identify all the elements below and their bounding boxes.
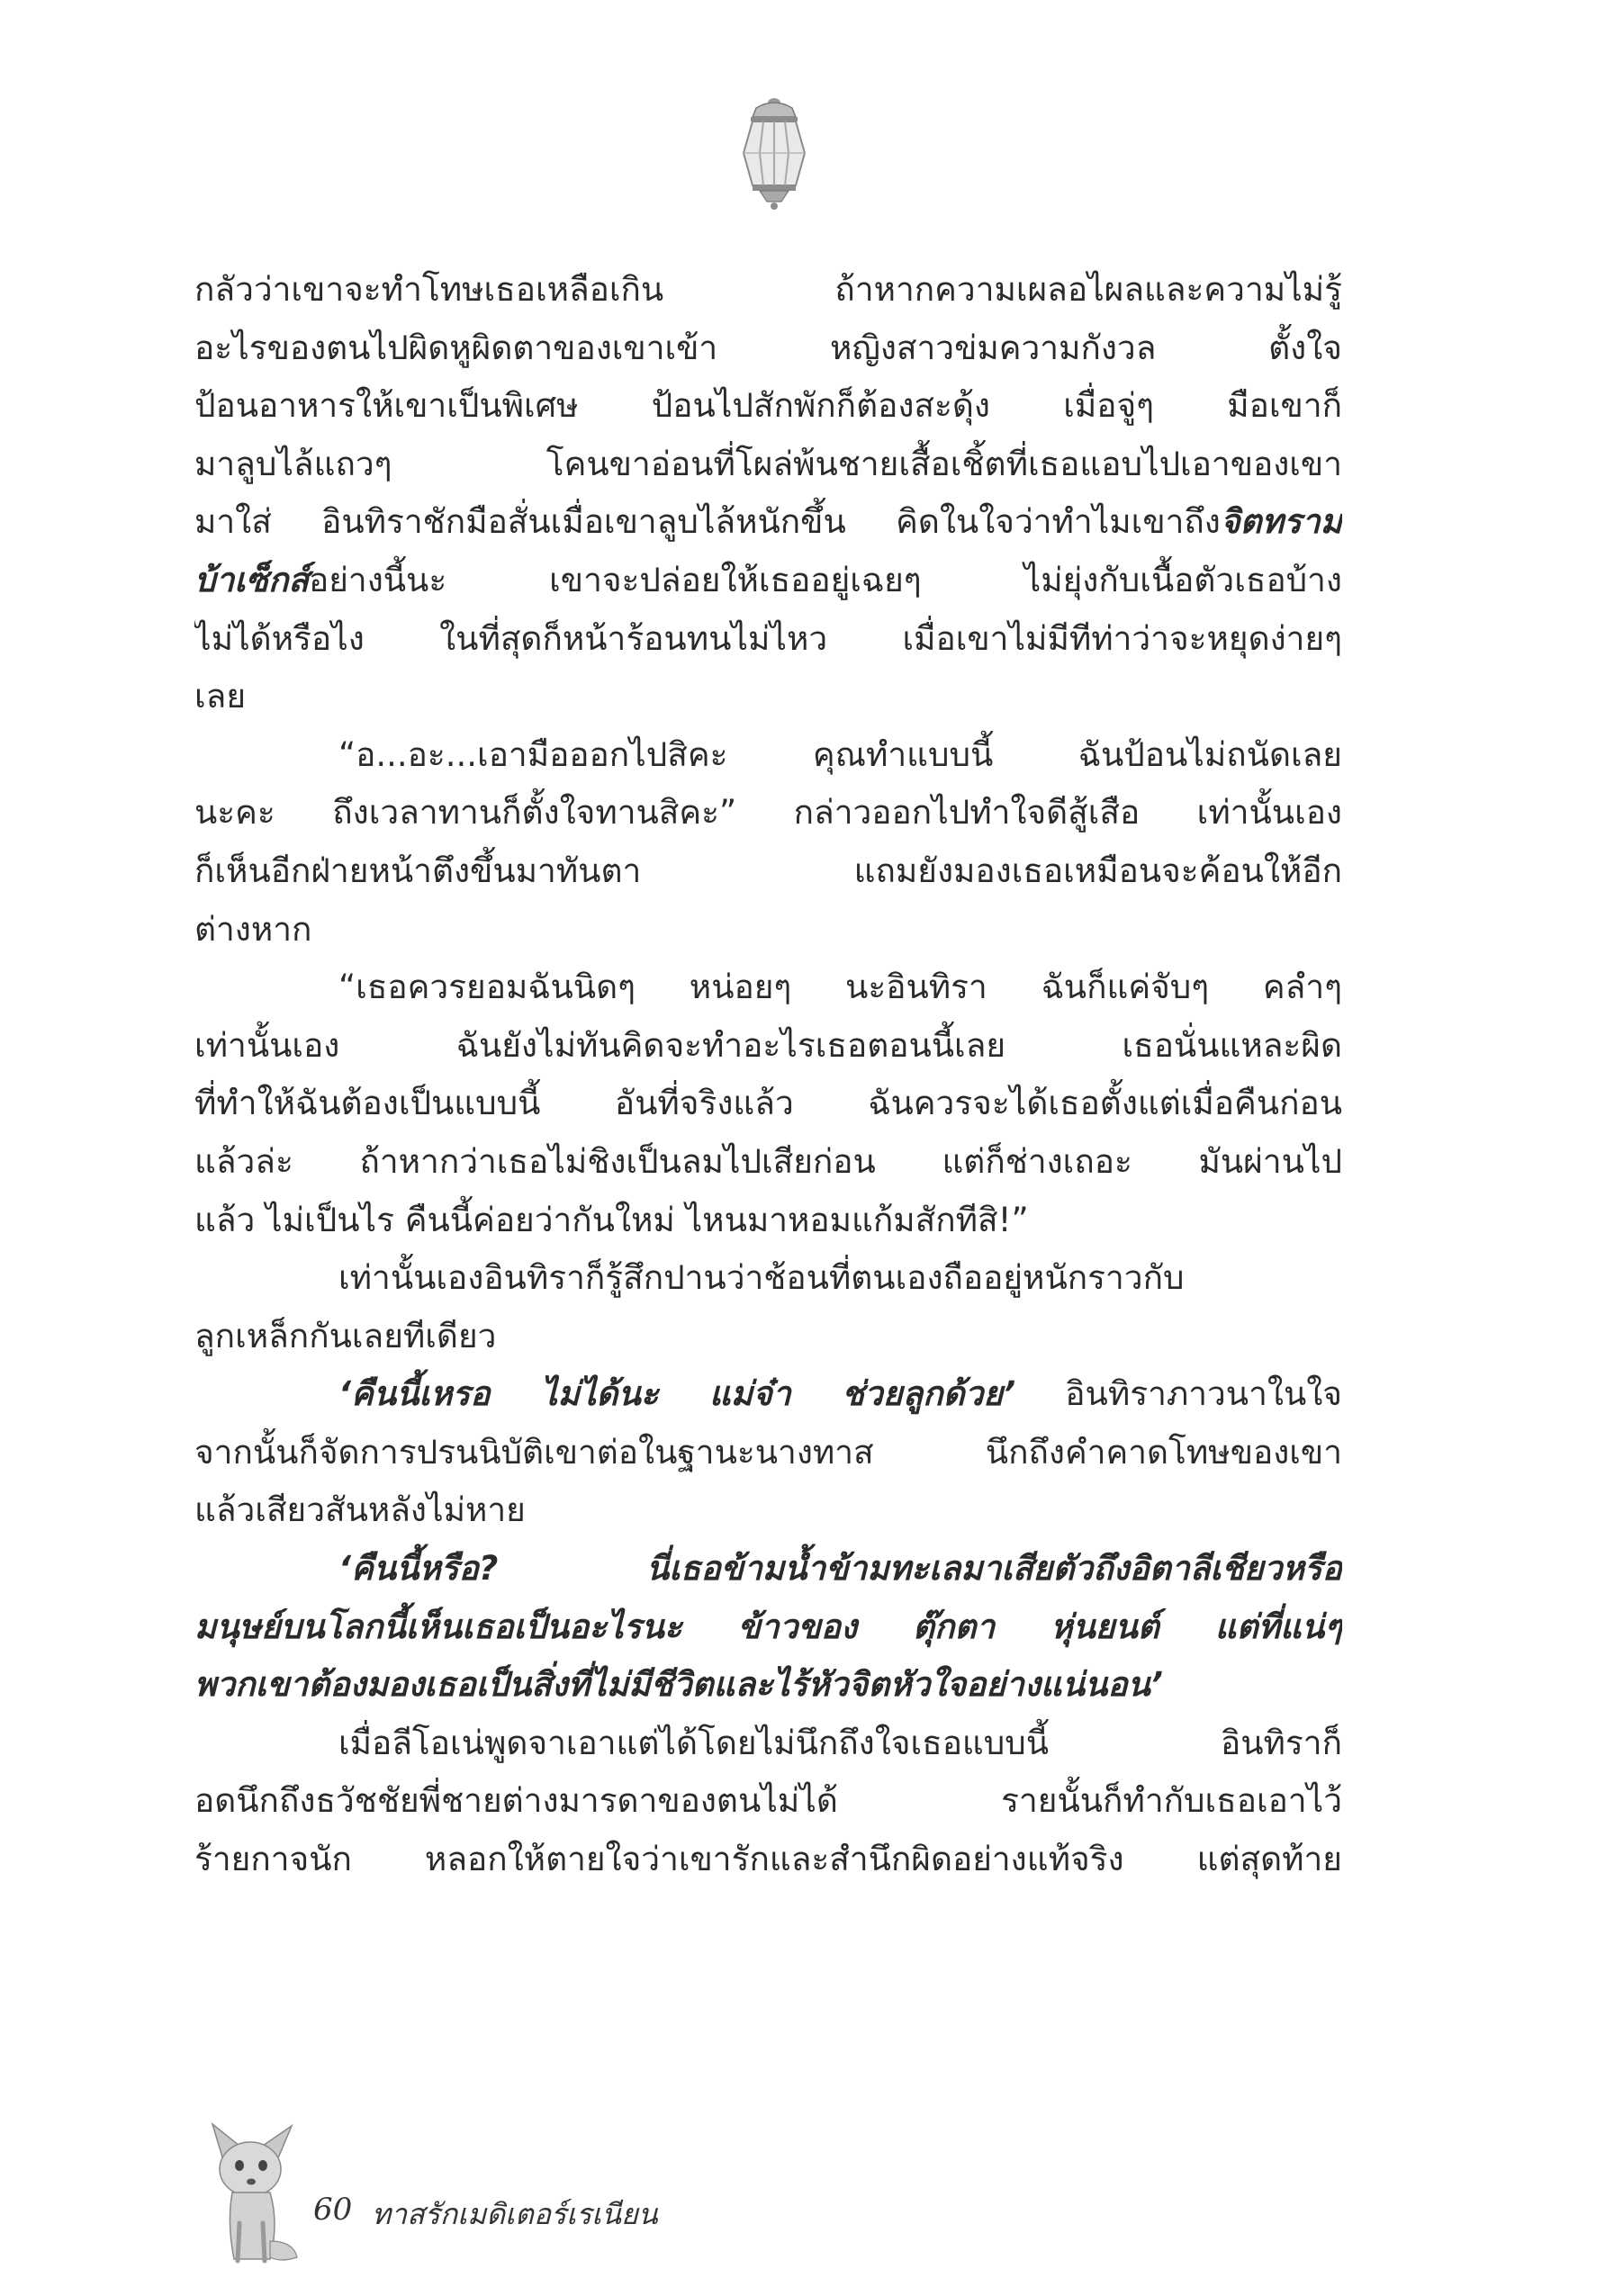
text-run: ร้ายกาจนัก หลอกให้ตายใจว่าเขารักและสำนึกผิดอย่างแท้จริง แต่สุดท้าย (194, 1840, 1342, 1879)
emphasized-text: ‘คืนนี้เหรอ ไม่ได้นะ แม่จ๋า ช่วยลูกด้วย’ (338, 1374, 1016, 1414)
text-run: ต่างหาก (194, 909, 312, 949)
lantern-icon (729, 97, 819, 212)
text-line (194, 959, 1342, 1017)
text-line (194, 1656, 1342, 1715)
text-line (194, 552, 1342, 610)
text-run: จากนั้นก็จัดการปรนนิบัติเขาต่อในฐานะนางทาส นึกถึงคำคาดโทษของเขา (194, 1432, 1342, 1472)
text-run: ป้อนอาหารให้เขาเป็นพิเศษ ป้อนไปสักพักก็ต้องสะดุ้ง เมื่อจู่ๆ มือเขาก็ (194, 386, 1342, 426)
text-line (194, 1017, 1342, 1076)
text-run: นะคะ ถึงเวลาทานก็ตั้งใจทานสิคะ” กล่าวออกไปทำใจดีสู้เสือ เท่านั้นเอง (194, 793, 1342, 833)
text-run: เท่านั้นเอง ฉันยังไม่ทันคิดจะทำอะไรเธอตอนนี้เลย เธอนั่นแหละผิด (194, 1025, 1342, 1065)
text-run: แล้วล่ะ ถ้าหากว่าเธอไม่ชิงเป็นลมไปเสียก่อน แต่ก็ช่างเถอะ มันผ่านไป (194, 1141, 1342, 1181)
text-line (194, 1772, 1342, 1831)
text-line (194, 1133, 1342, 1192)
text-run: ไม่ได้หรือไง ในที่สุดก็หน้าร้อนทนไม่ไหว เมื่อเขาไม่มีทีท่าว่าจะหยุดง่ายๆ (194, 618, 1342, 658)
text-run: ที่ทำให้ฉันต้องเป็นแบบนี้ อันที่จริงแล้ว ฉันควรจะได้เธอตั้งแต่เมื่อคืนก่อน (194, 1084, 1342, 1123)
text-run: “อ...อะ...เอามือออกไปสิคะ คุณทำแบบนี้ ฉันป้อนไม่ถนัดเลย (338, 734, 1342, 774)
text-line (194, 1540, 1342, 1598)
body-text (194, 261, 1342, 1889)
emphasized-text: จิตทราม (1220, 502, 1342, 542)
text-line (194, 436, 1342, 494)
text-run: อินทิราภาวนาในใจ (1015, 1374, 1342, 1414)
text-run: อย่างนี้นะ เขาจะปล่อยให้เธออยู่เฉยๆ ไม่ยุ่งกับเนื้อตัวเธอบ้าง (309, 560, 1342, 599)
text-run: แล้วเสียวสันหลังไม่หาย (194, 1490, 526, 1530)
emphasized-text: พวกเขาต้องมองเธอเป็นสิ่งที่ไม่มีชีวิตและไร้หัวจิตหัวใจอย่างแน่นอน’ (194, 1665, 1163, 1705)
text-run: เลย (194, 677, 246, 716)
text-run: อดนึกถึงธวัชชัยพี่ชายต่างมารดาของตนไม่ได้ รายนั้นก็ทำกับเธอเอาไว้ (194, 1781, 1342, 1821)
text-line (194, 1831, 1342, 1889)
text-line (194, 377, 1342, 436)
text-line (194, 1598, 1342, 1657)
text-line (194, 1424, 1342, 1482)
text-line (194, 261, 1342, 320)
text-line (194, 1192, 1342, 1250)
chihuahua-dog-icon (187, 2106, 322, 2268)
text-line (194, 493, 1342, 552)
text-run: แล้ว ไม่เป็นไร คืนนี้ค่อยว่ากันใหม่ ไหนมาหอมแก้มสักทีสิ!” (194, 1200, 1029, 1239)
text-line (194, 1249, 1342, 1308)
text-line (194, 784, 1342, 842)
text-line (194, 901, 1342, 959)
text-run: ก็เห็นอีกฝ่ายหน้าตึงขึ้นมาทันตา แถมยังมองเธอเหมือนจะค้อนให้อีก (194, 851, 1342, 890)
text-line (194, 1715, 1342, 1773)
text-line (194, 1308, 1342, 1366)
page-number: 60 (313, 2192, 353, 2228)
text-run: มาใส่ อินทิราชักมือสั่นเมื่อเขาลูบไล้หนักขึ้น คิดในใจว่าทำไมเขาถึง (194, 502, 1221, 542)
text-run: “เธอควรยอมฉันนิดๆ หน่อยๆ นะอินทิรา ฉันก็แค่จับๆ คลำๆ (338, 968, 1342, 1007)
text-run: กลัวว่าเขาจะทำโทษเธอเหลือเกิน ถ้าหากความเผลอไผลและความไม่รู้ (194, 270, 1342, 309)
text-line (194, 1075, 1342, 1133)
emphasized-text: มนุษย์บนโลกนี้เห็นเธอเป็นอะไรนะ ข้าวของ ตุ๊กตา หุ่นยนต์ แต่ที่แน่ๆ (194, 1607, 1342, 1646)
text-run: เท่านั้นเองอินทิราก็รู้สึกปานว่าช้อนที่ตนเองถืออยู่หนักราวกับ (338, 1258, 1185, 1298)
text-run: เมื่อลีโอเน่พูดจาเอาแต่ได้โดยไม่นึกถึงใจเธอแบบนี้ อินทิราก็ (338, 1723, 1342, 1762)
text-line (194, 842, 1342, 901)
text-line (194, 610, 1342, 669)
page-footer (187, 2106, 727, 2268)
text-run: ลูกเหล็กกันเลยทีเดียว (194, 1316, 497, 1355)
text-run: อะไรของตนไปผิดหูผิดตาของเขาเข้า หญิงสาวข่มความกังวล ตั้งใจ (194, 328, 1342, 367)
emphasized-text: บ้าเซ็กส์ (194, 560, 310, 599)
book-title: ทาสรักเมดิเตอร์เรเนียน (372, 2197, 658, 2231)
text-run: มาลูบไล้แถวๆ โคนขาอ่อนที่โผล่พ้นชายเสื้อเชิ้ตที่เธอแอบไปเอาของเขา (194, 444, 1342, 483)
text-line (194, 1365, 1342, 1424)
text-line (194, 1481, 1342, 1540)
text-line (194, 726, 1342, 785)
text-line (194, 668, 1342, 726)
emphasized-text: ‘คืนนี้หรือ? นี่เธอข้ามน้ำข้ามทะเลมาเสียตัวถึงอิตาลีเชียวหรือ (338, 1549, 1342, 1589)
text-line (194, 320, 1342, 378)
